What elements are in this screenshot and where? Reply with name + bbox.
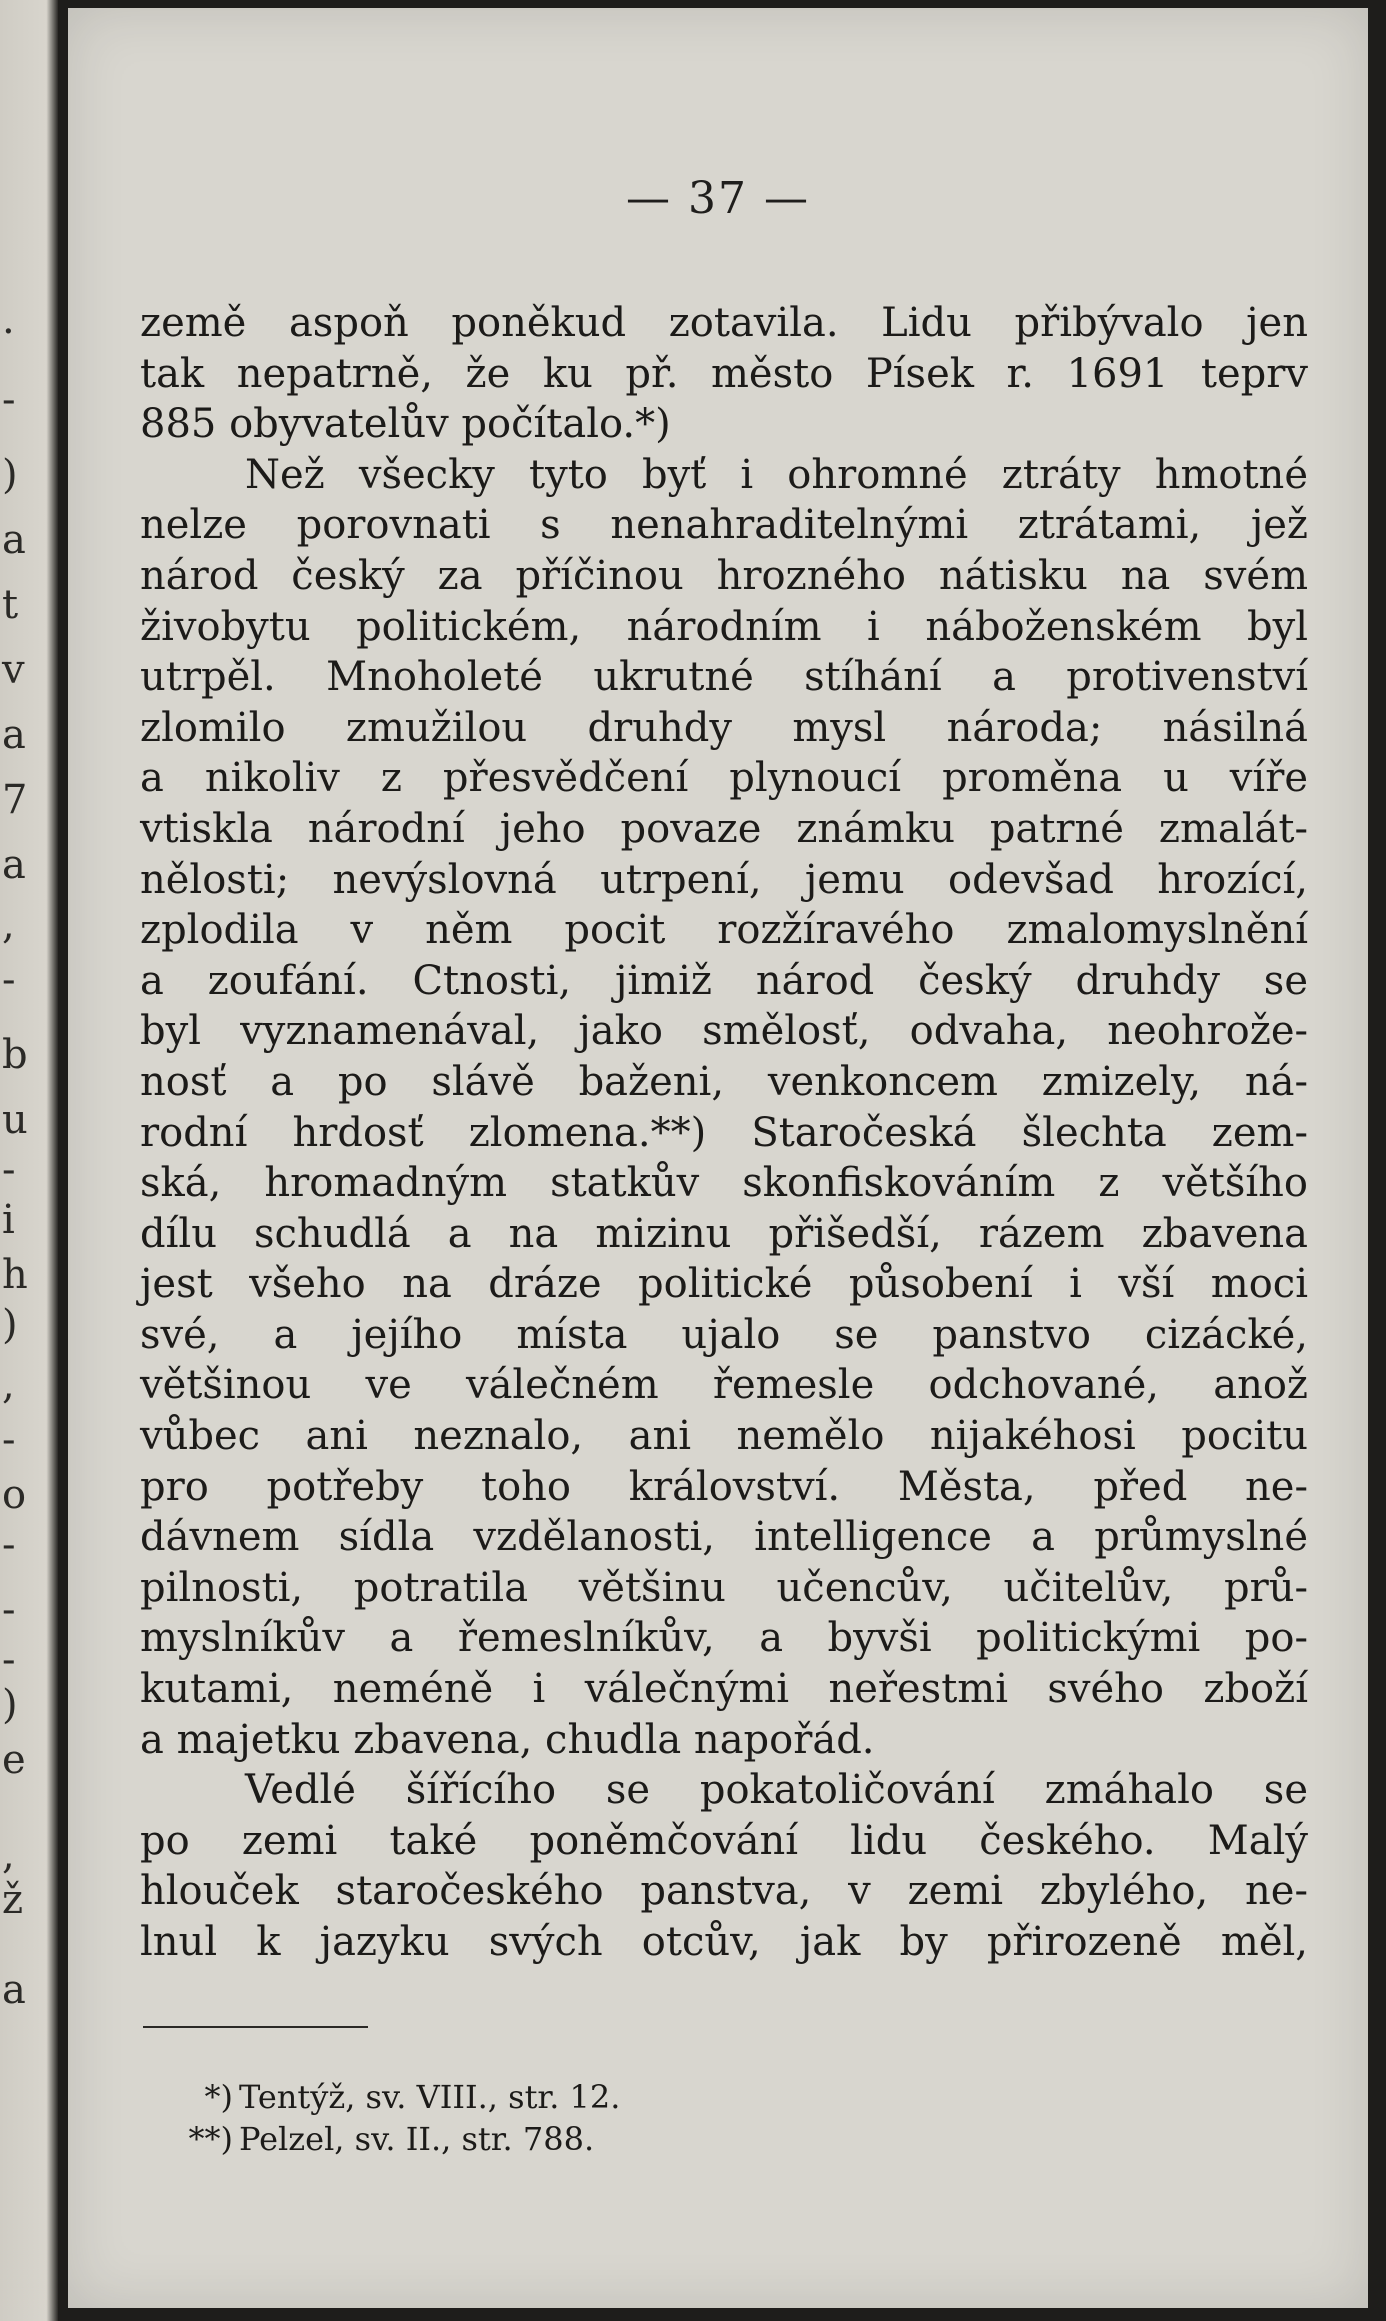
edge-fragment: u: [2, 1097, 28, 1143]
text-line: 885 obyvatelův počítalo.*): [140, 401, 671, 448]
text-line: nělosti; nevýslovná utrpení, jemu odevšad hrozící,: [140, 856, 1308, 903]
text-line: Vedlé šířícího se pokatoličování zmáhalo se: [245, 1767, 1308, 1814]
text-line: Než všecky tyto byť i ohromné ztráty hmotné: [245, 451, 1308, 498]
footnotes: [175, 2076, 620, 2160]
edge-fragment: o: [2, 1472, 27, 1518]
text-line: hlouček staročeského panstva, v zemi zbylého, ne-: [140, 1868, 1308, 1915]
edge-fragment: ,: [2, 902, 15, 948]
edge-fragment: ): [2, 452, 18, 498]
text-line: vtiskla národní jeho povaze známku patrné zmalát-: [140, 805, 1308, 852]
edge-fragment: -: [2, 957, 16, 1003]
text-line: rodní hrdosť zlomena.**) Staročeská šlechta zem-: [140, 1109, 1308, 1156]
edge-fragment: -: [2, 1417, 16, 1463]
page-number: — 37 —: [626, 173, 810, 224]
edge-fragment: t: [2, 582, 19, 628]
footnote: [175, 2118, 620, 2160]
text-line: tak nepatrně, že ku př. město Písek r. 1691 teprv: [140, 350, 1308, 397]
footnote-rule: [143, 2026, 368, 2028]
edge-fragment: -: [2, 1147, 16, 1193]
text-line: dílu schudlá a na mizinu přišedší, rázem zbavena: [140, 1210, 1308, 1257]
text-line: a nikoliv z přesvědčení plynoucí proměna u víře: [140, 755, 1308, 802]
edge-fragment: -: [2, 1637, 16, 1683]
text-line: živobytu politickém, národním i náboženském byl: [140, 603, 1308, 650]
text-line: zplodila v něm pocit rozžíravého zmalomyslnění: [140, 907, 1308, 954]
text-line: myslníkův a řemeslníkův, a byvši politickými po-: [140, 1615, 1308, 1662]
footnote: [175, 2076, 620, 2118]
text-line: většinou ve válečném řemesle odchované, anož: [140, 1362, 1308, 1409]
body-text: [140, 298, 1308, 1968]
edge-fragment: -: [2, 1522, 16, 1568]
text-line: dávnem sídla vzdělanosti, intelligence a průmyslné: [140, 1514, 1308, 1561]
edge-fragment: 7: [2, 777, 28, 823]
edge-fragment: h: [2, 1252, 28, 1298]
edge-fragment: ): [2, 1302, 18, 1348]
edge-fragment: v: [2, 647, 25, 693]
text-line: pro potřeby toho království. Města, před ne-: [140, 1463, 1308, 1510]
edge-fragment: a: [2, 842, 26, 888]
edge-fragment: i: [2, 1197, 15, 1243]
text-line: utrpěl. Mnoholeté ukrutné stíhání a protivenství: [140, 654, 1308, 701]
footnote-mark: **): [188, 2120, 233, 2158]
edge-fragment: a: [2, 1967, 26, 2013]
footnote-text: Pelzel, sv. II., str. 788.: [239, 2120, 595, 2158]
text-line: a zoufání. Ctnosti, jimiž národ český druhdy se: [140, 957, 1308, 1004]
text-line: lnul k jazyku svých otcův, jak by přirozeně měl,: [140, 1919, 1308, 1965]
edge-fragment: a: [2, 517, 26, 563]
edge-fragment: a: [2, 712, 26, 758]
text-line: své, a jejího místa ujalo se panstvo cizácké,: [140, 1311, 1308, 1358]
text-line: nosť a po slávě baženi, venkoncem zmizely, ná-: [140, 1058, 1308, 1105]
text-line: byl vyznamenával, jako smělosť, odvaha, neohrože-: [140, 1008, 1308, 1055]
edge-fragment: -: [2, 377, 16, 423]
text-line: kutami, neméně i válečnými neřestmi svého zboží: [140, 1666, 1308, 1713]
edge-fragment: e: [2, 1737, 26, 1783]
text-line: vůbec ani neznalo, ani nemělo nijakéhosi pocitu: [140, 1413, 1308, 1460]
footnote-mark: *): [204, 2078, 233, 2116]
edge-fragment: .: [2, 297, 15, 343]
edge-fragment: ,: [2, 1362, 15, 1408]
text-line: a majetku zbavena, chudla napořád.: [140, 1716, 875, 1763]
edge-fragment: b: [2, 1032, 28, 1078]
text-line: po zemi také poněmčování lidu českého. Malý: [140, 1817, 1308, 1864]
adjacent-page-edge: [0, 0, 58, 2321]
book-page: [68, 8, 1368, 2308]
text-line: země aspoň poněkud zotavila. Lidu přibývalo jen: [140, 300, 1308, 346]
text-line: nelze porovnati s nenahraditelnými ztrátami, jež: [140, 502, 1308, 549]
text-line: zlomilo zmužilou druhdy mysl národa; násilná: [140, 704, 1308, 751]
text-line: jest všeho na dráze politické působení i vší moci: [140, 1261, 1308, 1308]
text-line: národ český za příčinou hrozného nátisku na svém: [140, 552, 1308, 599]
edge-fragment: -: [2, 1587, 16, 1633]
text-line: pilnosti, potratila většinu učencův, učitelův, prů-: [140, 1564, 1308, 1611]
edge-fragment: ): [2, 1682, 18, 1728]
edge-fragment: ž: [2, 1877, 24, 1923]
text-line: ská, hromadným statkův skonfiskováním z většího: [140, 1160, 1308, 1207]
footnote-text: Tentýž, sv. VIII., str. 12.: [239, 2078, 621, 2116]
edge-fragment: ,: [2, 1832, 15, 1878]
